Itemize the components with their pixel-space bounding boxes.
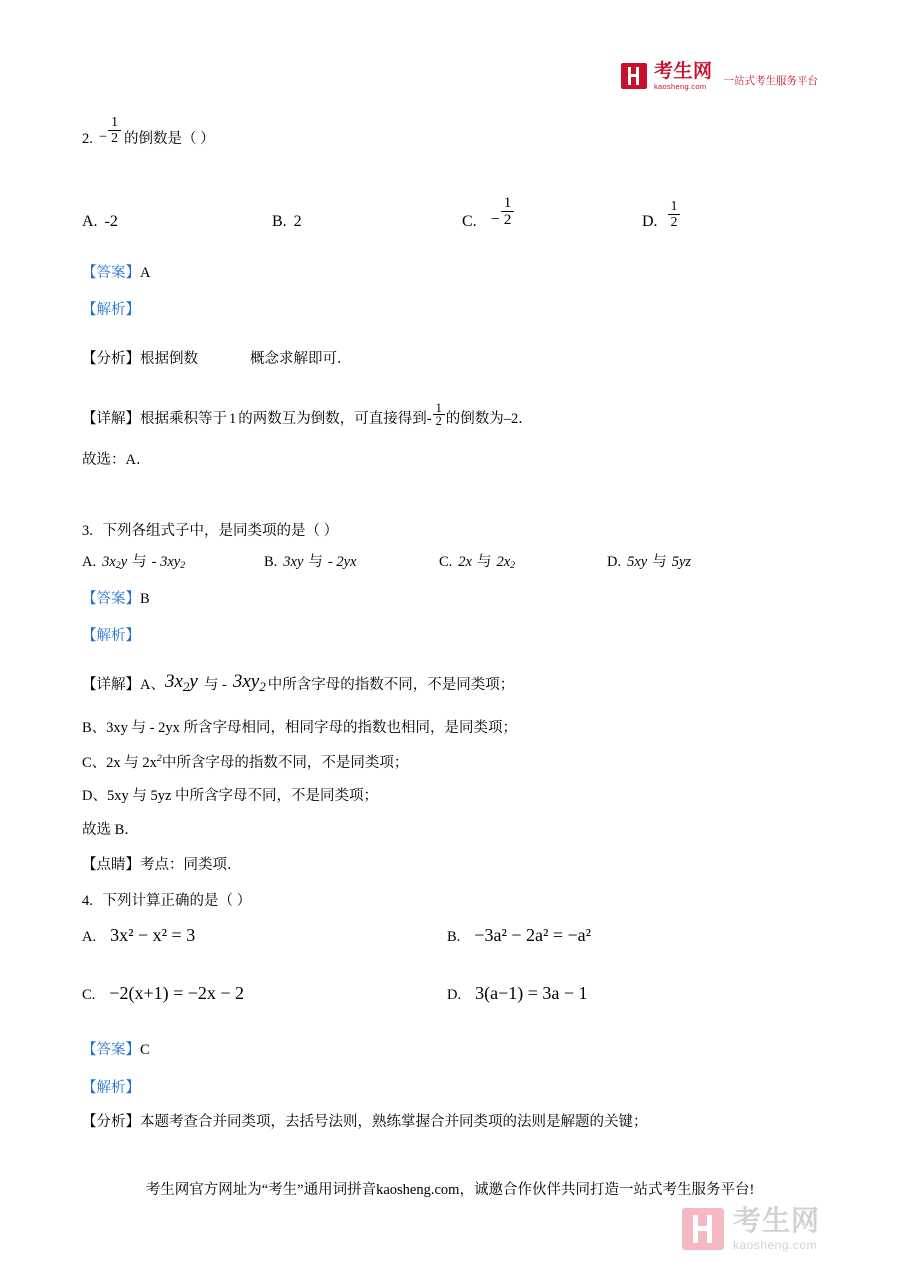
q4-option-a[interactable] (82, 925, 447, 949)
q2-option-a-text: -2 (104, 212, 118, 230)
q2-option-a[interactable] (82, 213, 272, 231)
q4-stem-text: 下列计算正确的是（ ） (102, 893, 252, 909)
q4-option-d-label: D. (447, 986, 462, 1003)
watermark-domain: kaosheng.com (732, 1238, 818, 1252)
q2-stem-text: 的倒数是（ ） (123, 130, 215, 147)
q4-option-d[interactable] (447, 983, 588, 1007)
q3-line-a-mid: 与 - (203, 676, 227, 693)
q4-fenxi-line (82, 1112, 648, 1134)
q3-option-a-exp1: 2 (115, 559, 121, 571)
q2-fenxi-text2: 概念求解即可． (250, 351, 352, 367)
q4-option-a-expr: 3x² − x² = 3 (110, 925, 196, 945)
q3-line-c-pre: C、2x 与 2x (82, 754, 157, 771)
q2-minus: − (98, 128, 108, 145)
q2-xiangjie-frac-num: 1 (435, 400, 442, 415)
q2-fenxi-text: 根据倒数 (140, 351, 198, 367)
q3-line-a-post: 中所含字母的指数不同，不是同类项； (267, 676, 515, 693)
q3-dianjing-text: 考点：同类项． (140, 857, 242, 873)
q2-xiangjie-c: 的倒数为–2． (445, 411, 533, 428)
question-4-options (82, 925, 822, 1007)
q3-xiangjie-line-c (82, 752, 408, 775)
q3-option-c-label: C. (439, 554, 453, 570)
q3-line-a-term2: 3xy (232, 671, 260, 692)
q2-option-c-num: 1 (503, 193, 512, 211)
q2-fenxi-tag: 【分析】 (82, 351, 140, 367)
q4-number: 4. (82, 893, 93, 909)
q3-line-a-exp2: 2 (259, 679, 266, 694)
q2-answer-value: A (140, 265, 151, 281)
q3-option-d-term2: 5yz (671, 554, 692, 570)
q2-xiangjie-b: 的两数互为倒数，可直接得到- (238, 411, 432, 428)
q3-xiangjie-line-d: D、5xy 与 5yz 中所含字母不同，不是同类项； (82, 788, 379, 804)
q3-option-a-term1-tail: y (120, 554, 128, 570)
q3-option-d-mid: 与 (652, 554, 667, 570)
q2-option-d[interactable] (642, 198, 681, 231)
q3-option-b-label: B. (264, 554, 278, 570)
q2-xiangjie-a: 根据乘积等于 (140, 411, 227, 428)
q3-option-b[interactable] (264, 552, 439, 574)
q3-conclusion: 故选 B． (82, 822, 139, 838)
q2-option-c-label: C. (462, 212, 477, 230)
q2-option-b[interactable] (272, 213, 462, 231)
q3-option-b-term1: 3xy (283, 554, 304, 570)
q4-answer-line (82, 1040, 150, 1062)
q3-option-d-term1: 5xy (627, 554, 648, 570)
watermark-logo (682, 1207, 820, 1251)
q3-line-a-pre: A、 (140, 676, 165, 693)
q3-line-a-term1-tail: y (189, 671, 198, 692)
q2-xiangjie-frac-den: 2 (433, 414, 445, 428)
q2-option-b-text: 2 (293, 212, 302, 230)
q2-frac-numerator: 1 (111, 114, 118, 130)
q3-option-c[interactable] (439, 552, 607, 574)
logo-domain: kaosheng.com (653, 82, 707, 91)
q4-option-c-expr: −2(x+1) = −2x − 2 (109, 982, 245, 1003)
question-2-stem (82, 114, 822, 148)
q2-option-c[interactable] (462, 193, 642, 231)
q2-answer-line (82, 263, 150, 285)
logo-mark-icon (621, 63, 647, 89)
footer-note: 考生网官方网址为“考生”通用词拼音kaosheng.com，诚邀合作伙伴共同打造一站式考生服务平台! (145, 1182, 755, 1198)
kaosheng-logo (621, 62, 818, 91)
q3-line-a-exp1: 2 (182, 679, 190, 694)
q3-answer-value: B (140, 591, 150, 607)
q3-answer-tag: 【答案】 (82, 591, 140, 607)
q3-line-a-term1: 3x (164, 671, 183, 692)
q4-option-c-label: C. (82, 986, 96, 1003)
q3-option-c-mid: 与 (476, 554, 492, 570)
q3-option-a-mid: 与 (132, 554, 147, 570)
q2-frac-denominator: 2 (108, 130, 121, 145)
q3-line-c-exp: 2 (156, 753, 162, 764)
q3-option-a-term1: 3x (102, 554, 116, 570)
q3-dianjing-tag: 【点睛】 (82, 857, 140, 873)
q2-xiangjie-line (82, 400, 533, 431)
q3-option-c-term1: 2x (458, 554, 472, 570)
logo-title: 考生网 (653, 61, 713, 82)
q3-answer-line (82, 589, 150, 611)
question-4-stem (82, 891, 251, 913)
q3-option-a-term2: - 3xy (151, 554, 181, 570)
q4-option-b-label: B. (447, 929, 461, 945)
q2-option-b-label: B. (272, 212, 287, 230)
q3-stem-text: 下列各组式子中，是同类项的是（ ） (102, 523, 339, 539)
q4-fenxi-tag: 【分析】 (82, 1114, 140, 1130)
q2-xiangjie-tag: 【详解】 (82, 411, 140, 428)
q3-option-b-term2: - 2yx (327, 554, 357, 570)
q2-conclusion: 故选：A． (82, 452, 151, 468)
q2-analysis-tag: 【解析】 (82, 302, 140, 318)
q3-option-a[interactable] (82, 552, 264, 574)
q2-option-d-label: D. (642, 212, 658, 230)
q4-option-b[interactable] (447, 925, 591, 949)
q2-answer-tag: 【答案】 (82, 265, 140, 281)
q4-option-c[interactable] (82, 983, 447, 1007)
q4-option-b-expr: −3a² − 2a² = −a² (474, 925, 592, 945)
q2-option-d-num: 1 (670, 198, 678, 214)
question-2-options (82, 193, 822, 231)
question-3-options (82, 552, 822, 574)
q3-xiangjie-line-b: B、3xy 与 - 2yx 所含字母相同，相同字母的指数也相同，是同类项； (82, 720, 517, 736)
q2-number: 2. (82, 130, 93, 147)
q4-fenxi-text: 本题考查合并同类项，去括号法则，熟练掌握合并同类项的法则是解题的关键； (140, 1114, 648, 1130)
q3-number: 3. (82, 523, 93, 539)
question-3-stem (82, 521, 338, 543)
q4-answer-tag: 【答案】 (82, 1042, 140, 1058)
q3-analysis-tag: 【解析】 (82, 628, 140, 644)
q3-option-c-exp2: 2 (510, 559, 516, 571)
q4-option-d-expr: 3(a−1) = 3a − 1 (475, 982, 588, 1003)
q3-option-c-term2: 2x (496, 554, 511, 570)
q3-dianjing-line (82, 855, 242, 877)
q2-option-c-den: 2 (501, 211, 515, 228)
q2-option-d-den: 2 (668, 214, 681, 229)
q3-option-a-label: A. (82, 554, 97, 570)
q2-option-a-label: A. (82, 212, 98, 230)
q4-answer-value: C (140, 1042, 150, 1058)
q3-option-b-mid: 与 (308, 554, 323, 570)
q3-option-a-exp2: 2 (180, 559, 186, 571)
q2-xiangjie-one: 1 (229, 411, 237, 428)
watermark-title: 考生网 (732, 1205, 820, 1236)
q4-option-a-label: A. (82, 929, 97, 945)
watermark-mark-icon (682, 1208, 724, 1250)
q3-xiangjie-tag: 【详解】 (82, 676, 140, 693)
q3-option-d[interactable] (607, 552, 691, 574)
logo-slogan: 一站式考生服务平台 (723, 74, 818, 87)
q4-analysis-tag: 【解析】 (82, 1080, 140, 1096)
q2-fenxi-line (82, 349, 352, 371)
q3-xiangjie-line-a (82, 668, 514, 697)
q3-line-c-post: 中所含字母的指数不同，不是同类项； (161, 754, 409, 771)
q2-option-c-sign: − (490, 210, 500, 228)
q3-option-d-label: D. (607, 554, 622, 570)
